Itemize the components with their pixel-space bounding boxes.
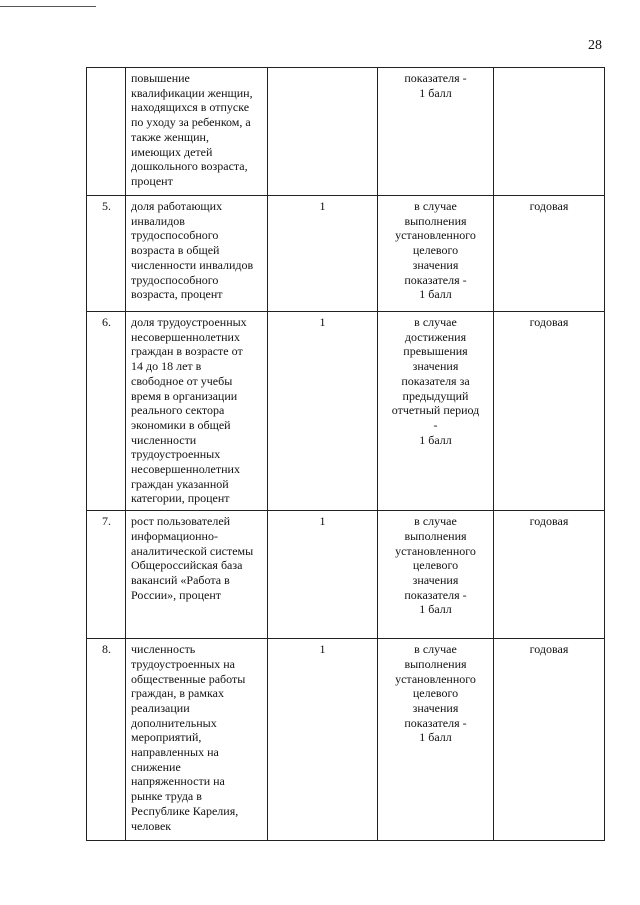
table-row [87,196,605,312]
row-number: 5. [87,196,126,312]
indicator-name: численность трудоустроенных на общественные работы граждан, в рамках реализации дополнительных мероприятий, направленных на снижение напряженности на рынке труда в Республике Карелия, человек [126,639,268,841]
reporting-period: годовая [494,196,605,312]
reporting-period: годовая [494,312,605,511]
scoring-condition: показателя - 1 балл [378,68,494,196]
indicator-score: 1 [268,312,378,511]
scoring-condition: в случае выполнения установленного целевого значения показателя - 1 балл [378,511,494,639]
reporting-period: годовая [494,639,605,841]
indicator-score: 1 [268,639,378,841]
indicator-name: доля работающих инвалидов трудоспособного возраста в общей численности инвалидов трудоспособного возраста, процент [126,196,268,312]
row-number [87,68,126,196]
page-number: 28 [588,38,602,53]
table-row [87,68,605,196]
reporting-period: годовая [494,511,605,639]
reporting-period [494,68,605,196]
row-number: 8. [87,639,126,841]
indicator-score: 1 [268,196,378,312]
table-row [87,312,605,511]
indicator-score [268,68,378,196]
indicator-name: рост пользователей информационно- аналитической системы Общероссийская база вакансий «Работа в России», процент [126,511,268,639]
top-rule [0,6,96,7]
indicator-name: доля трудоустроенных несовершеннолетних граждан в возрасте от 14 до 18 лет в свободное от учебы время в организации реального сектора экономики в общей численности трудоустроенных несовершеннолетних граждан указанной категории, процент [126,312,268,511]
indicators-table [86,67,605,841]
table-row [87,639,605,841]
indicator-name: повышение квалификации женщин, находящихся в отпуске по уходу за ребенком, а также женщин, имеющих детей дошкольного возраста, процент [126,68,268,196]
scoring-condition: в случае выполнения установленного целевого значения показателя - 1 балл [378,639,494,841]
scoring-condition: в случае достижения превышения значения показателя за предыдущий отчетный период - 1 балл [378,312,494,511]
scoring-condition: в случае выполнения установленного целевого значения показателя - 1 балл [378,196,494,312]
row-number: 6. [87,312,126,511]
row-number: 7. [87,511,126,639]
table-row [87,511,605,639]
indicator-score: 1 [268,511,378,639]
